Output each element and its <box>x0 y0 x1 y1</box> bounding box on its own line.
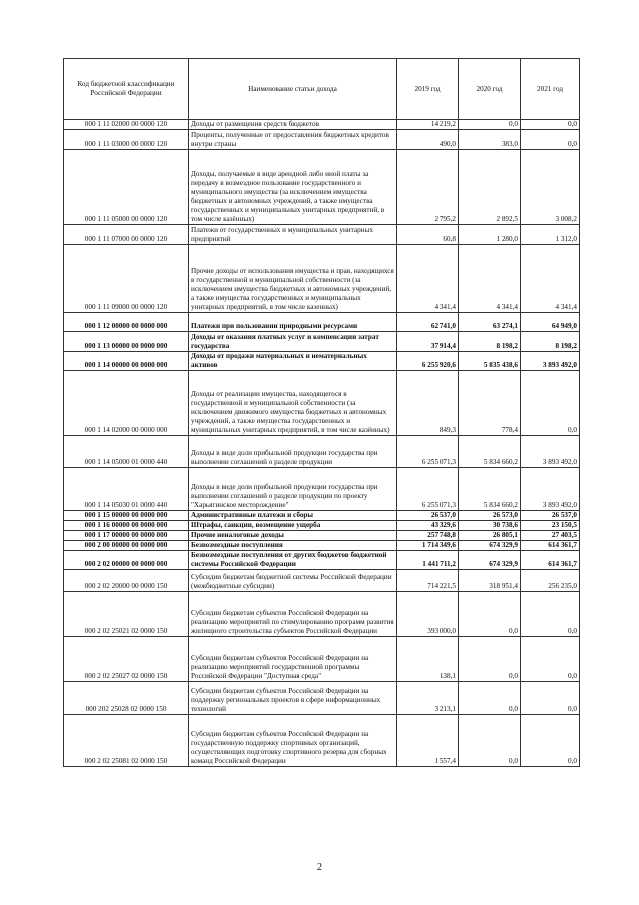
row-code: 000 1 12 00000 00 0000 000 <box>64 313 189 332</box>
header-2021: 2021 год <box>521 59 580 120</box>
row-name: Доходы от оказания платных услуг и компенсации затрат государства <box>189 332 397 352</box>
value-2021: 0,0 <box>521 637 580 682</box>
table-row <box>64 120 580 130</box>
value-2019: 6 255 071,3 <box>397 436 459 468</box>
row-name: Субсидии бюджетам субъектов Российской Федерации на реализацию мероприятий государственной программы Российской Федерации "Доступная среда" <box>189 637 397 682</box>
value-2021: 3 893 492,0 <box>521 352 580 371</box>
row-code: 000 2 02 20000 00 0000 150 <box>64 570 189 592</box>
row-name: Доходы в виде доли прибыльной продукции государства при выполнении соглашений о разделе продукции <box>189 436 397 468</box>
value-2021: 26 537,0 <box>521 511 580 521</box>
page-number: 2 <box>317 862 322 873</box>
value-2021: 0,0 <box>521 682 580 715</box>
row-code: 000 2 02 00000 00 0000 000 <box>64 551 189 570</box>
row-name: Прочие доходы от использования имущества и прав, находящихся в государственной и муниципальной собственности (за исключением имущества бюджетных и автономных учреждений, а также имущества государственных и муниципальных унитарных предприятий, в том числе казенных) <box>189 245 397 313</box>
row-name: Доходы в виде доли прибыльной продукции государства при выполнении соглашений о разделе продукции по проекту "Харьягинское месторождение" <box>189 468 397 511</box>
value-2020: 63 274,1 <box>459 313 521 332</box>
table-row <box>64 150 580 225</box>
value-2020: 0,0 <box>459 592 521 637</box>
value-2021: 23 150,5 <box>521 521 580 531</box>
value-2020: 0,0 <box>459 637 521 682</box>
row-code: 000 1 11 05000 00 0000 120 <box>64 150 189 225</box>
value-2019: 2 795,2 <box>397 150 459 225</box>
value-2020: 2 892,5 <box>459 150 521 225</box>
value-2021: 0,0 <box>521 592 580 637</box>
value-2021: 1 312,0 <box>521 225 580 245</box>
row-name: Прочие неналоговые доходы <box>189 531 397 541</box>
value-2020: 8 198,2 <box>459 332 521 352</box>
value-2021: 0,0 <box>521 371 580 436</box>
value-2020: 4 341,4 <box>459 245 521 313</box>
table-row <box>64 352 580 371</box>
table-row <box>64 130 580 150</box>
table-row <box>64 521 580 531</box>
table-row <box>64 245 580 313</box>
table-row <box>64 225 580 245</box>
row-code: 000 1 11 07000 00 0000 120 <box>64 225 189 245</box>
value-2021: 27 403,5 <box>521 531 580 541</box>
row-name: Административные платежи и сборы <box>189 511 397 521</box>
row-code: 000 1 14 02000 00 0000 000 <box>64 371 189 436</box>
value-2021: 0,0 <box>521 715 580 767</box>
row-name: Субсидии бюджетам бюджетной системы Российской Федерации (межбюджетные субсидии) <box>189 570 397 592</box>
value-2020: 26 573,0 <box>459 511 521 521</box>
table-row <box>64 682 580 715</box>
table-row <box>64 313 580 332</box>
value-2020: 674 329,9 <box>459 551 521 570</box>
value-2019: 37 914,4 <box>397 332 459 352</box>
row-name: Субсидии бюджетам субъектов Российской Федерации на поддержку региональных проектов в сфере информационных технологий <box>189 682 397 715</box>
row-code: 000 1 14 05030 01 0000 440 <box>64 468 189 511</box>
header-code: Код бюджетной классификации Российской Федерации <box>64 59 189 120</box>
value-2021: 3 893 492,0 <box>521 436 580 468</box>
header-name: Наименование статьи дохода <box>189 59 397 120</box>
value-2021: 256 235,0 <box>521 570 580 592</box>
row-code: 000 1 13 00000 00 0000 000 <box>64 332 189 352</box>
value-2019: 62 741,0 <box>397 313 459 332</box>
table-row <box>64 332 580 352</box>
table-row <box>64 541 580 551</box>
value-2019: 257 748,8 <box>397 531 459 541</box>
value-2020: 30 738,6 <box>459 521 521 531</box>
value-2020: 0,0 <box>459 715 521 767</box>
value-2020: 5 835 438,6 <box>459 352 521 371</box>
value-2021: 8 198,2 <box>521 332 580 352</box>
value-2020: 0,0 <box>459 682 521 715</box>
row-code: 000 2 02 25027 02 0000 150 <box>64 637 189 682</box>
value-2019: 6 255 920,6 <box>397 352 459 371</box>
row-name: Штрафы, санкции, возмещение ущерба <box>189 521 397 531</box>
header-2020: 2020 год <box>459 59 521 120</box>
row-code: 000 2 02 25081 02 0000 150 <box>64 715 189 767</box>
value-2019: 1 714 349,6 <box>397 541 459 551</box>
value-2021: 64 949,0 <box>521 313 580 332</box>
value-2019: 1 441 711,2 <box>397 551 459 570</box>
value-2021: 3 008,2 <box>521 150 580 225</box>
value-2020: 5 834 660,2 <box>459 468 521 511</box>
row-name: Доходы, получаемые в виде арендной либо иной платы за передачу в возмездное пользование государственного и муниципального имущества (за исключением имущества бюджетных и автономных учреждений, а также имущества государственных и муниципальных унитарных предприятий, в том числе казённых) <box>189 150 397 225</box>
table-row <box>64 511 580 521</box>
row-code: 000 1 14 00000 00 0000 000 <box>64 352 189 371</box>
row-name: Платежи при пользовании природными ресурсами <box>189 313 397 332</box>
value-2021: 0,0 <box>521 130 580 150</box>
value-2019: 714 221,5 <box>397 570 459 592</box>
value-2021: 4 341,4 <box>521 245 580 313</box>
table-body <box>64 120 580 767</box>
value-2021: 3 893 492,0 <box>521 468 580 511</box>
table-header-row <box>64 59 580 120</box>
value-2021: 614 361,7 <box>521 551 580 570</box>
row-code: 000 1 15 00000 00 0000 000 <box>64 511 189 521</box>
value-2020: 383,0 <box>459 130 521 150</box>
value-2019: 60,8 <box>397 225 459 245</box>
table-row <box>64 468 580 511</box>
value-2020: 1 280,0 <box>459 225 521 245</box>
value-2019: 3 213,1 <box>397 682 459 715</box>
value-2019: 490,0 <box>397 130 459 150</box>
table-row <box>64 637 580 682</box>
value-2019: 6 255 071,3 <box>397 468 459 511</box>
value-2019: 1 557,4 <box>397 715 459 767</box>
table-row <box>64 592 580 637</box>
row-code: 000 1 11 02000 00 0000 120 <box>64 120 189 130</box>
row-code: 000 202 25028 02 0000 150 <box>64 682 189 715</box>
row-name: Доходы от размещения средств бюджетов <box>189 120 397 130</box>
table-row <box>64 551 580 570</box>
value-2020: 674 329,9 <box>459 541 521 551</box>
row-name: Доходы от реализации имущества, находящегося в государственной и муниципальной собственности (за исключением движимого имущества бюджетных и автономных учреждений, а также имущества государственных и муниципальных унитарных предприятий, в том числе казённых) <box>189 371 397 436</box>
value-2019: 26 537,0 <box>397 511 459 521</box>
row-name: Доходы от продажи материальных и нематериальных активов <box>189 352 397 371</box>
revenue-table <box>63 58 580 767</box>
value-2020: 318 951,4 <box>459 570 521 592</box>
table-row <box>64 371 580 436</box>
table-row <box>64 715 580 767</box>
row-code: 000 1 16 00000 00 0000 000 <box>64 521 189 531</box>
table-row <box>64 531 580 541</box>
row-name: Безвозмездные поступления <box>189 541 397 551</box>
row-name: Субсидии бюджетам субъектов Российской Федерации на реализацию мероприятий по стимулированию программ развития жилищного строительства субъектов Российской Федерации <box>189 592 397 637</box>
table-row <box>64 436 580 468</box>
value-2019: 849,3 <box>397 371 459 436</box>
row-name: Безвозмездные поступления от других бюджетов бюджетной системы Российской Федерации <box>189 551 397 570</box>
value-2019: 393 000,0 <box>397 592 459 637</box>
value-2019: 138,1 <box>397 637 459 682</box>
header-2019: 2019 год <box>397 59 459 120</box>
value-2020: 26 805,1 <box>459 531 521 541</box>
row-name: Субсидии бюджетам субъектов Российской Федерации на государственную поддержку спортивных организаций, осуществляющих подготовку спортивного резерва для сборных команд Российской Федерации <box>189 715 397 767</box>
row-name: Платежи от государственных и муниципальных унитарных предприятий <box>189 225 397 245</box>
row-code: 000 1 11 09000 00 0000 120 <box>64 245 189 313</box>
row-code: 000 1 17 00000 00 0000 000 <box>64 531 189 541</box>
row-code: 000 1 14 05000 01 0000 440 <box>64 436 189 468</box>
row-code: 000 1 11 03000 00 0000 120 <box>64 130 189 150</box>
value-2020: 778,4 <box>459 371 521 436</box>
row-code: 000 2 02 25021 02 0000 150 <box>64 592 189 637</box>
value-2020: 5 834 660,2 <box>459 436 521 468</box>
value-2020: 0,0 <box>459 120 521 130</box>
value-2019: 4 341,4 <box>397 245 459 313</box>
value-2019: 43 329,6 <box>397 521 459 531</box>
row-name: Проценты, полученные от предоставления бюджетных кредитов внутри страны <box>189 130 397 150</box>
table-row <box>64 570 580 592</box>
row-code: 000 2 00 00000 00 0000 000 <box>64 541 189 551</box>
value-2021: 614 361,7 <box>521 541 580 551</box>
value-2019: 14 219,2 <box>397 120 459 130</box>
value-2021: 0,0 <box>521 120 580 130</box>
